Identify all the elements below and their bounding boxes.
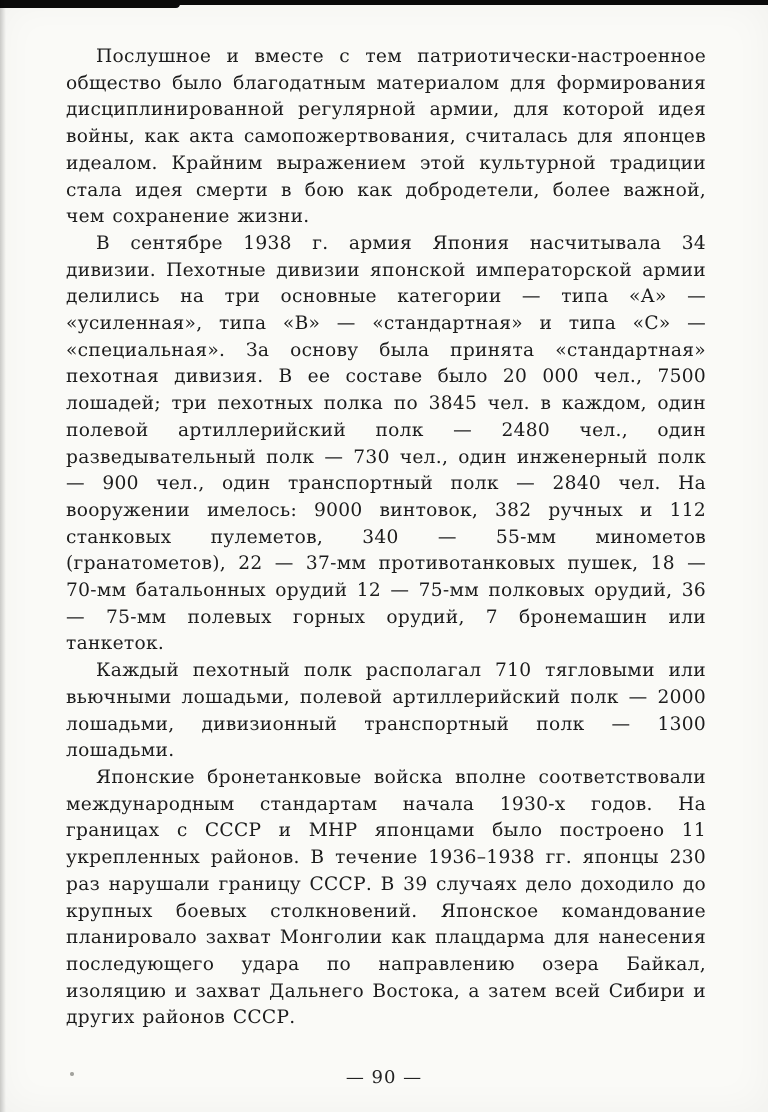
paragraph-1: Послушное и вместе с тем патриотически-настроенное общество было благодатным материалом для формирования дисциплинированной регулярной армии, для которой идея войны, как акта самопожертвования, считалась для японцев идеалом. Крайним выражением этой культурной традиции стала идея смерти в бою как добродетели, более важной, чем сохранение жизни. <box>66 46 706 228</box>
page-number: — 90 — <box>345 1067 423 1088</box>
paragraph-2: В сентябре 1938 г. армия Япония насчитывала 34 дивизии. Пехотные дивизии японской императорской армии делились на три основные категории — типа «А» — «усиленная», типа «В» — «стандартная» и типа «С» — «специальная». За основу была принята «стандартная» пехотная дивизия. В ее составе было 20 000 чел., 7500 лошадей; три пехотных полка по 3845 чел. в каждом, один полевой артиллерийский полк — 2480 чел., один разведывательный полк — 730 чел., один инженерный полк — 900 чел., один транспортный полк — 2840 чел. На вооружении имелось: 9000 винтовок, 382 ручных и 112 станковых пулеметов, 340 — 55-мм минометов (гранатометов), 22 — 37-мм противотанковых пушек, 18 — 70-мм батальонных орудий 12 — 75-мм полковых орудий, 36 — 75-мм полевых горных орудий, 7 бронемашин или танкеток. <box>66 232 706 655</box>
scan-artifact-top-edge <box>0 0 768 5</box>
scan-artifact-left-edge <box>0 0 6 1112</box>
paragraph-3: Каждый пехотный полк располагал 710 тягловыми или вьючными лошадьми, полевой артиллерийский полк — 2000 лошадьми, дивизионный транспортный полк — 1300 лошадьми. <box>66 660 706 762</box>
paragraph-4: Японские бронетанковые войска вполне соответствовали международным стандартам начала 1930-х годов. На границах с СССР и МНР японцами было построено 11 укрепленных районов. В течение 1936–1938 гг. японцы 230 раз нарушали границу СССР. В 39 случаях дело доходило до крупных боевых столкновений. Японское командование планировало захват Монголии как плацдарма для нанесения последующего удара по направлению озера Байкал, изоляцию и захват Дальнего Востока, а затем всей Сибири и других районов СССР. <box>66 766 706 1029</box>
page-text <box>66 44 706 1032</box>
